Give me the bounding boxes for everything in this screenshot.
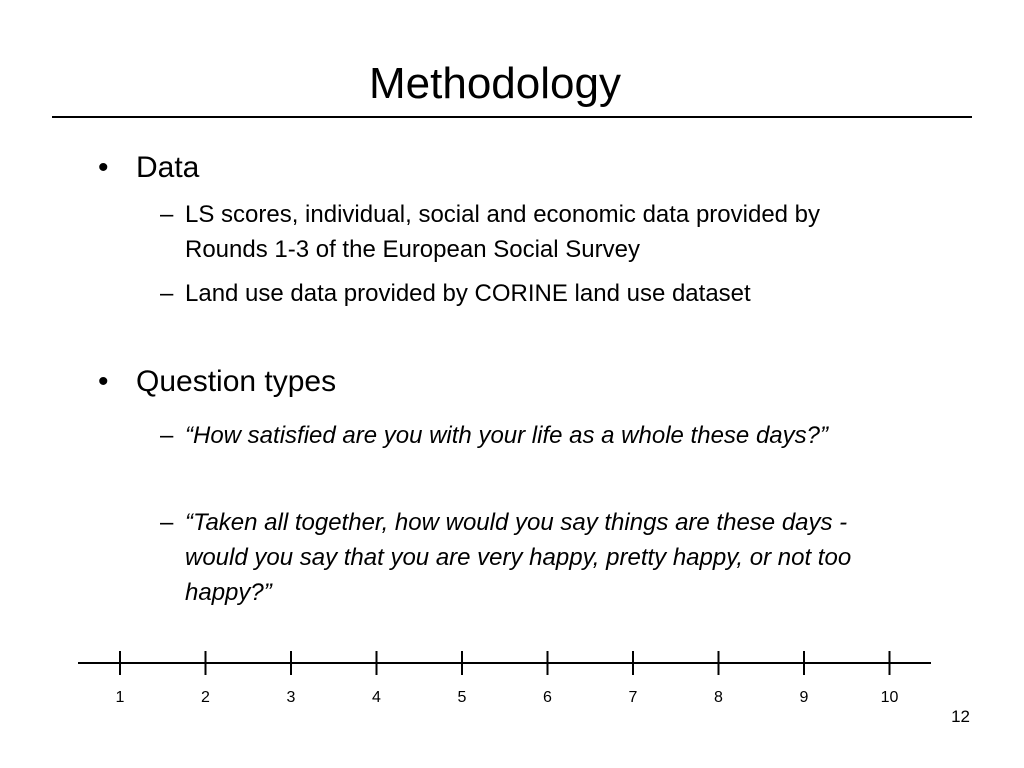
title-underline [52,116,972,118]
page-number: 12 [951,707,970,726]
sub-item-text: “How satisfied are you with your life as a whole these days?” [185,422,828,449]
sub-item-text: LS scores, individual, social and economic data provided by Rounds 1-3 of the European Social Survey [185,201,821,263]
scale-label-4: 4 [372,689,381,706]
bullet-icon: • [98,365,109,398]
scale-label-3: 3 [286,689,296,706]
scale-label-7: 7 [628,689,638,706]
dash-icon: – [160,422,174,449]
scale-label-9: 9 [799,689,809,706]
dash-icon: – [160,201,174,228]
sub-item-text: Land use data provided by CORINE land use dataset [185,280,751,307]
bullet-data [98,150,498,186]
scale-label-10: 10 [880,689,899,706]
bullet-heading-data: Data [136,151,200,184]
scale-label-2: 2 [201,689,210,706]
scale-label-8: 8 [714,689,723,706]
bullet-question-types [98,364,498,400]
scale-label-6: 6 [543,689,552,706]
sub-item-text: “Taken all together, how would you say things are these days - would you say that you are very happy, pretty happy, or not too happy?” [185,509,852,606]
scale-label-1: 1 [115,689,125,706]
bullet-heading-question-types: Question types [136,365,337,398]
scale-label-5: 5 [457,689,467,706]
slide-title: Methodology [369,59,621,108]
rating-scale-graphic [78,640,934,720]
sub-item-happiness-question [160,505,920,613]
dash-icon: – [160,280,174,307]
rating-scale [78,640,934,720]
bullet-icon: • [98,151,109,184]
sub-item-ls-scores [160,197,920,269]
dash-icon: – [160,509,174,536]
sub-item-land-use [160,276,920,312]
sub-item-life-satisfaction-question [160,418,920,490]
